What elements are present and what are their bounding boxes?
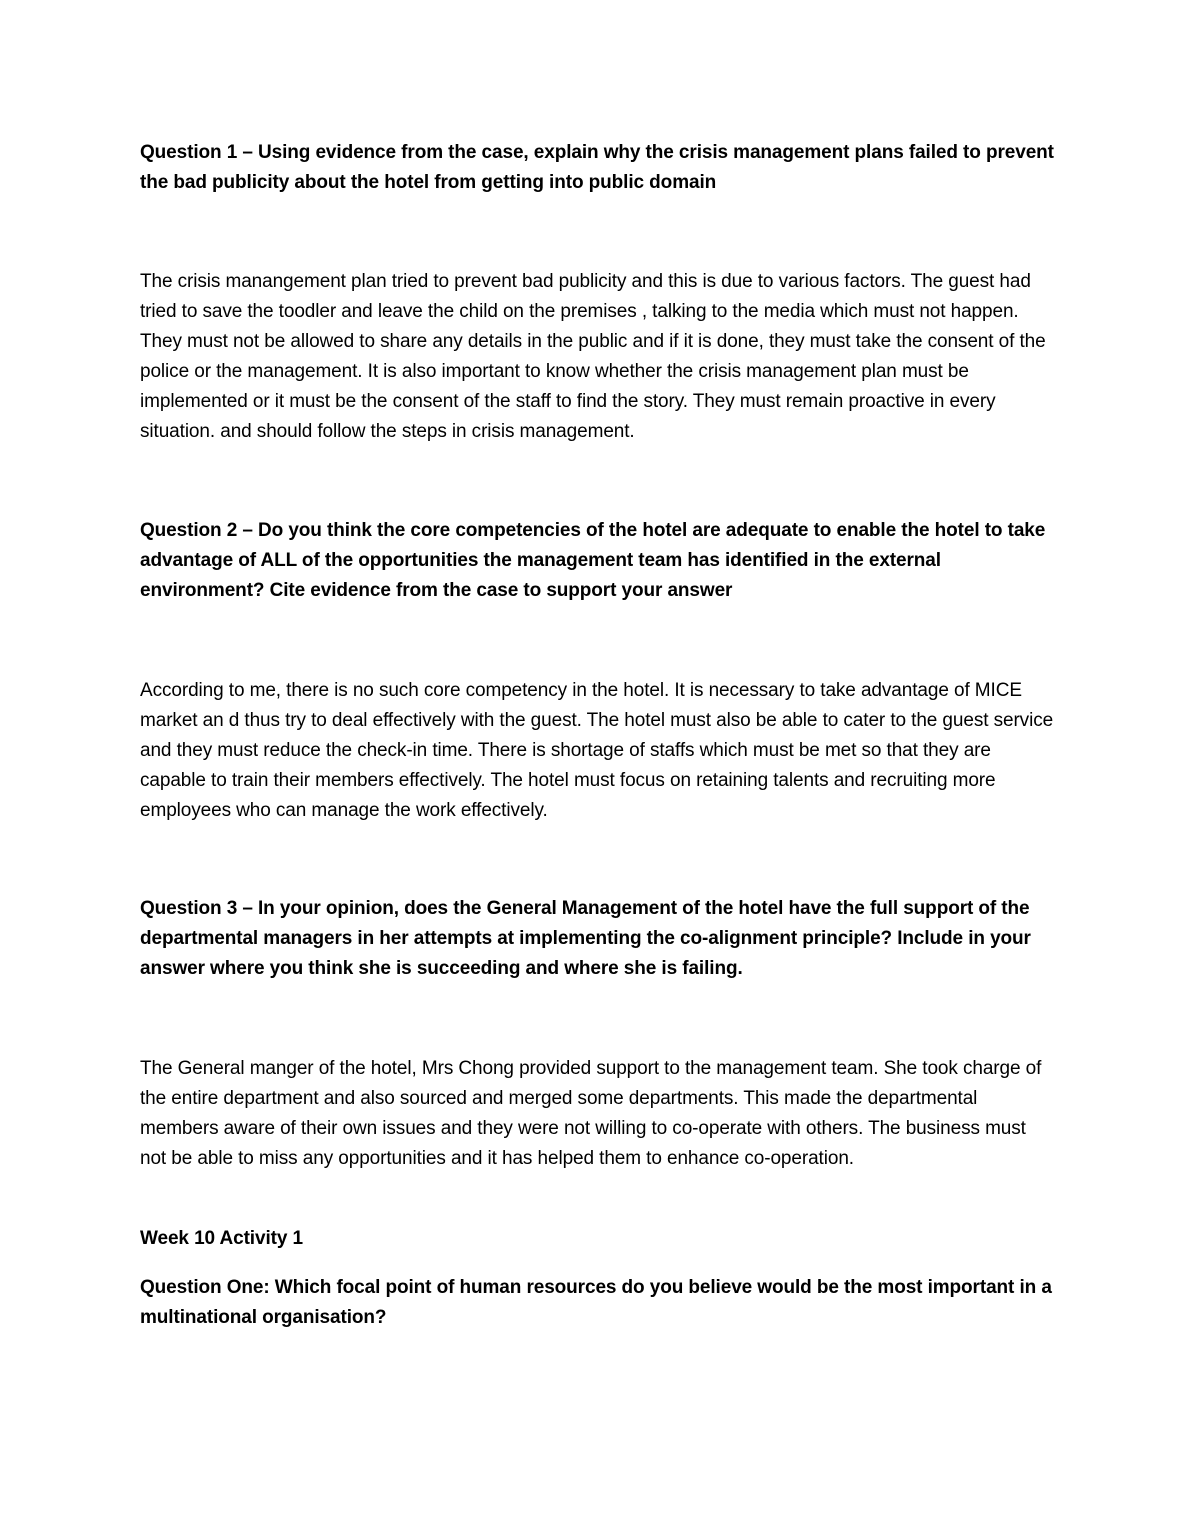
question-3-answer: The General manger of the hotel, Mrs Chong provided support to the management team. She took charge of the entire department and also sourced and merged some departments. This made the departmental members aware of their own issues and they were not willing to co-operate with others. The business must not be able to miss any opportunities and it has helped them to enhance co-operation. [140, 1058, 1042, 1169]
question-1-answer: The crisis manangement plan tried to prevent bad publicity and this is due to various factors. The guest had tried to save the toodler and leave the child on the premises , talking to the media which must not happen. They must not be allowed to share any details in the public and if it is done, they must take the consent of the police or the management. It is also important to know whether the crisis management plan must be implemented or it must be the consent of the staff to find the story. They must remain proactive in every situation. and should follow the steps in crisis management. [140, 271, 1046, 442]
week-activity-heading: Week 10 Activity 1 [140, 1228, 303, 1249]
question-3-heading: Question 3 – In your opinion, does the General Management of the hotel have the full support of the departmental managers in her attempts at implementing the co-alignment principle? Include in your answer where you think she is succeeding and where she is failing. [140, 898, 1031, 979]
question-one-heading: Question One: Which focal point of human resources do you believe would be the most important in a multinational organisation? [140, 1277, 1052, 1328]
question-2-answer: According to me, there is no such core competency in the hotel. It is necessary to take advantage of MICE market an d thus try to deal effectively with the guest. The hotel must also be able to cater to the guest service and they must reduce the check-in time. There is shortage of staffs which must be met so that they are capable to train their members effectively. The hotel must focus on retaining talents and recruiting more employees who can manage the work effectively. [140, 680, 1054, 821]
question-2-heading: Question 2 – Do you think the core competencies of the hotel are adequate to enable the hotel to take advantage of ALL of the opportunities the management team has identified in the external environment? Cite evidence from the case to support your answer [140, 520, 1046, 601]
question-1-heading: Question 1 – Using evidence from the case, explain why the crisis management plans failed to prevent the bad publicity about the hotel from getting into public domain [140, 142, 1054, 193]
